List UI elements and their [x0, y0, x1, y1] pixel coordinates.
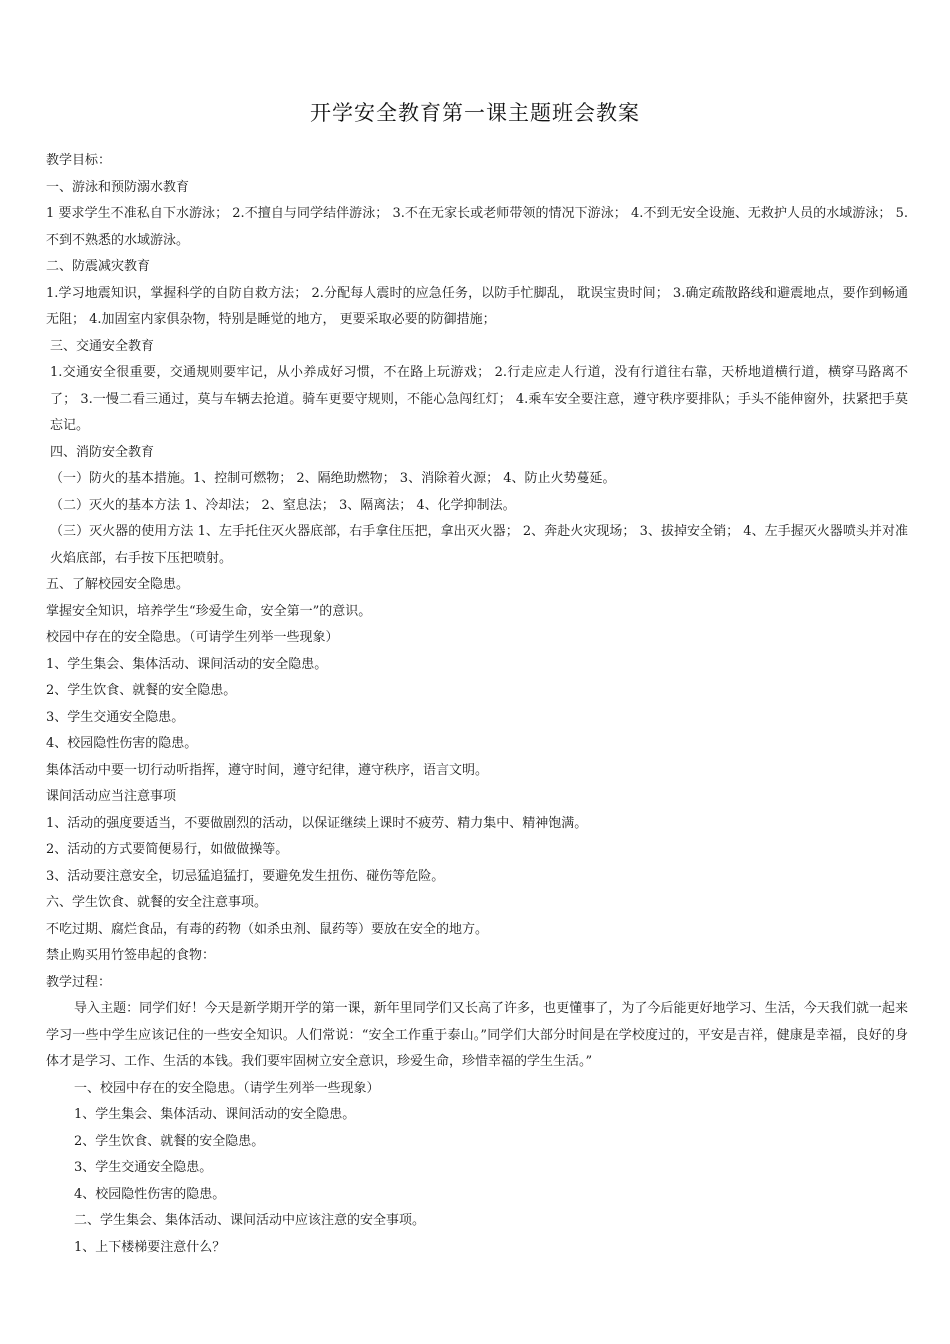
paragraph: 校园中存在的安全隐患。（可请学生列举一些现象） [46, 630, 339, 645]
section-heading: 一、校园中存在的安全隐患。（请学生列举一些现象） [74, 1080, 380, 1096]
list-item: 4、校园隐性伤害的隐患。 [74, 1186, 226, 1202]
paragraph: 1.学习地震知识，掌握科学的自防自救方法； 2.分配每人震时的应急任务，以防手忙脚乱， 耽误宝贵时间； 3.确定疏散路线和避震地点，要作到畅通无阻； 4.加固室内家俱杂物，特别是睡觉的地方， 更要采取必要的防御措施； [46, 285, 908, 327]
paragraph: 集体活动中要一切行动听指挥，遵守时间，遵守纪律，遵守秩序，语言文明。 [46, 762, 489, 778]
section-heading: 六、学生饮食、就餐的安全注意事项。 [46, 895, 268, 910]
list-item: 1、学生集会、集体活动、课间活动的安全隐患。 [46, 656, 328, 672]
paragraph: （二）灭火的基本方法 1、冷却法； 2、窒息法； 3、隔离法； 4、化学抑制法。 [50, 497, 516, 513]
document-body [46, 148, 908, 1261]
list-item: 2、学生饮食、就餐的安全隐患。 [46, 683, 237, 698]
paragraph: 禁止购买用竹签串起的食物： [46, 948, 216, 963]
list-item: 1、学生集会、集体活动、课间活动的安全隐患。 [74, 1107, 356, 1122]
paragraph: 课间活动应当注意事项 [46, 789, 177, 804]
document-title: 开学安全教育第一课主题班会教案 [310, 101, 640, 125]
section-heading: 一、游泳和预防溺水教育 [46, 179, 190, 195]
list-item: 1、活动的强度要适当，不要做剧烈的活动，以保证继续上课时不疲劳、精力集中、精神饱满。 [46, 815, 588, 831]
paragraph: 教学目标： [46, 153, 112, 168]
list-item: 3、学生交通安全隐患。 [74, 1160, 213, 1175]
paragraph: 掌握安全知识，培养学生“珍爱生命，安全第一”的意识。 [46, 603, 372, 619]
list-item: 2、活动的方式要简便易行，如做做操等。 [46, 842, 289, 857]
paragraph: （三）灭火器的使用方法 1、左手托住灭火器底部，右手拿住压把，拿出灭火器； 2、奔赴火灾现场； 3、拔掉安全销； 4、左手握灭火器喷头并对准火焰底部，右手按下压把喷射。 [50, 524, 908, 566]
paragraph: 1 要求学生不准私自下水游泳； 2.不擅自与同学结伴游泳； 3.不在无家长或老师带领的情况下游泳； 4.不到无安全设施、无救护人员的水域游泳； 5.不到不熟悉的水域游泳。 [46, 206, 908, 248]
paragraph: 1.交通安全很重要，交通规则要牢记，从小养成好习惯，不在路上玩游戏； 2.行走应走人行道，没有行道往右靠，天桥地道横行道，横穿马路离不了； 3.一慢二看三通过，莫与车辆去抢道。骑车更要守规则，不能心急闯红灯； 4.乘车安全要注意，遵守秩序要排队；手头不能伸窗外，扶紧把手莫忘记。 [50, 365, 908, 433]
list-item: 2、学生饮食、就餐的安全隐患。 [74, 1133, 265, 1149]
list-item: 3、学生交通安全隐患。 [46, 709, 185, 725]
list-item: 4、校园隐性伤害的隐患。 [46, 736, 198, 751]
section-heading: 二、学生集会、集体活动、课间活动中应该注意的安全事项。 [74, 1213, 426, 1228]
paragraph: （一）防火的基本措施。1、控制可燃物； 2、隔绝助燃物； 3、消除着火源； 4、防止火势蔓延。 [50, 471, 616, 486]
paragraph: 不吃过期、腐烂食品，有毒的药物（如杀虫剂、鼠药等）要放在安全的地方。 [46, 921, 489, 937]
section-heading: 五、了解校园安全隐患。 [46, 577, 190, 592]
list-item: 3、活动要注意安全，切忌猛追猛打，要避免发生扭伤、碰伤等危险。 [46, 868, 445, 884]
section-heading: 二、防震减灾教育 [46, 259, 151, 274]
paragraph: 导入主题：同学们好！今天是新学期开学的第一课，新年里同学们又长高了许多，也更懂事了，为了今后能更好地学习、生活，今天我们就一起来学习一些中学生应该记住的一些安全知识。人们常说：“安全工作重于泰山。”同学们大部分时间是在学校度过的，平安是吉祥，健康是幸福，良好的身体才是学习、工作、生活的本钱。我们要牢固树立安全意识，珍爱生命，珍惜幸福的学生生活。” [46, 1001, 908, 1069]
paragraph: 教学过程： [46, 974, 112, 990]
section-heading: 四、消防安全教育 [50, 444, 155, 460]
list-item: 1、上下楼梯要注意什么？ [74, 1239, 226, 1255]
section-heading: 三、交通安全教育 [50, 338, 155, 354]
